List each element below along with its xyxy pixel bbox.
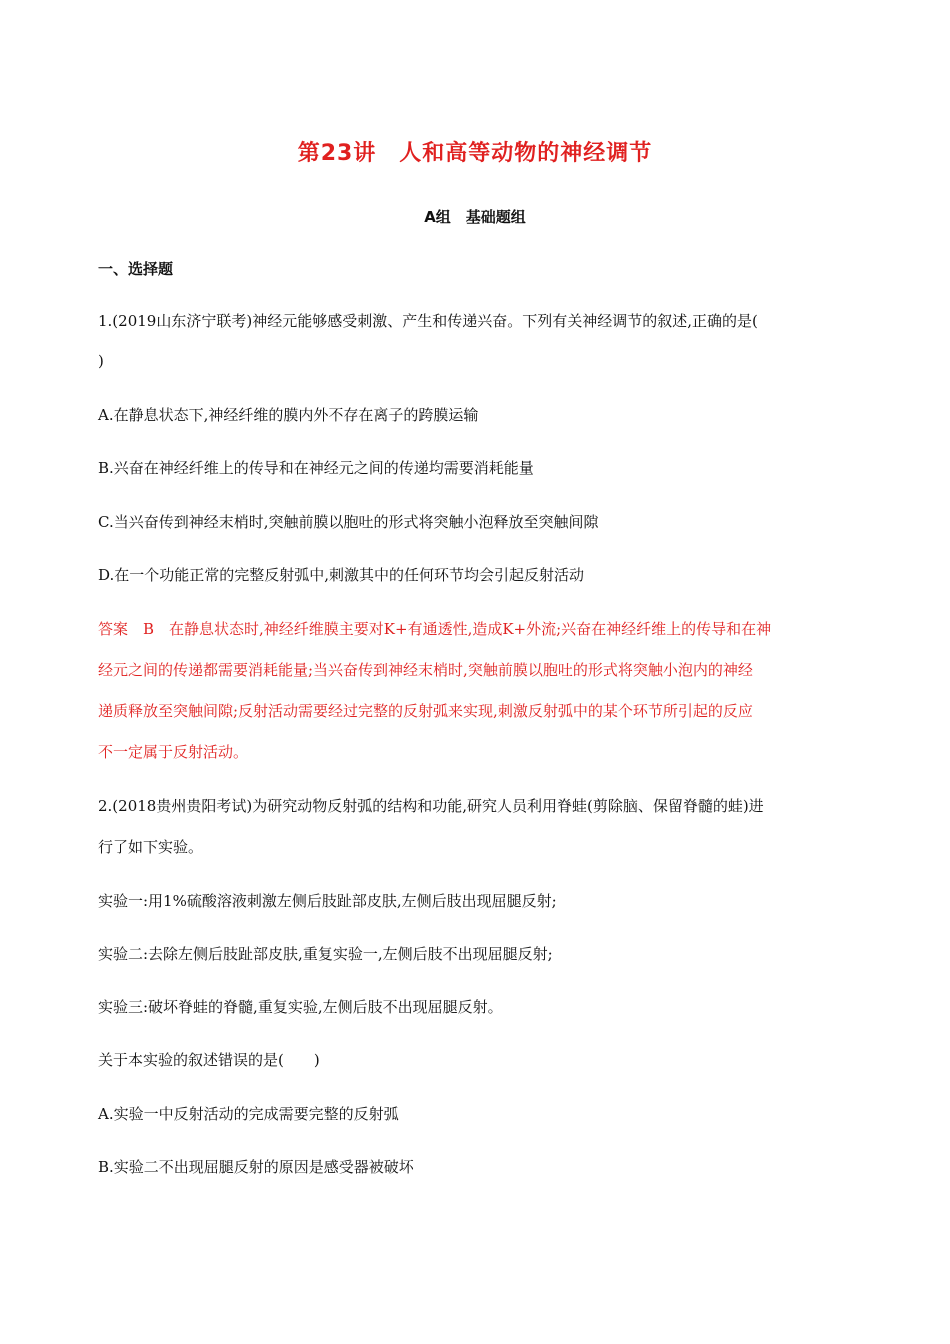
q1-answer-line-2: 经元之间的传递都需要消耗能量;当兴奋传到神经末梢时,突触前膜以胞吐的形式将突触小泡内的神经 — [98, 661, 753, 679]
q2-stem-line-1: 2.(2018贵州贵阳考试)为研究动物反射弧的结构和功能,研究人员利用脊蛙(剪除脑、保留脊髓的蛙)进 — [98, 797, 764, 815]
q1-option-a: A.在静息状态下,神经纤维的膜内外不存在离子的跨膜运输 — [98, 406, 479, 424]
q2-option-a: A.实验一中反射活动的完成需要完整的反射弧 — [98, 1105, 399, 1123]
q1-option-d: D.在一个功能正常的完整反射弧中,刺激其中的任何环节均会引起反射活动 — [98, 566, 585, 584]
q1-option-c: C.当兴奋传到神经末梢时,突触前膜以胞吐的形式将突触小泡释放至突触间隙 — [98, 513, 599, 531]
q2-option-b: B.实验二不出现屈腿反射的原因是感受器被破坏 — [98, 1158, 414, 1176]
section-heading: 一、选择题 — [98, 260, 174, 278]
q2-stem-line-2: 行了如下实验。 — [98, 838, 204, 856]
q1-stem-line-1: 1.(2019山东济宁联考)神经元能够感受刺激、产生和传递兴奋。下列有关神经调节的叙述,正确的是( — [98, 312, 758, 330]
q2-experiment-1: 实验一:用1%硫酸溶液刺激左侧后肢趾部皮肤,左侧后肢出现屈腿反射; — [98, 892, 557, 910]
q1-answer-line-1: 答案 B 在静息状态时,神经纤维膜主要对K+有通透性,造成K+外流;兴奋在神经纤维上的传导和在神 — [98, 620, 772, 638]
q2-question: 关于本实验的叙述错误的是( ) — [98, 1051, 320, 1069]
q1-answer-line-4: 不一定属于反射活动。 — [98, 743, 249, 761]
page-title: 第23讲 人和高等动物的神经调节 — [297, 141, 653, 166]
group-heading: A组 基础题组 — [424, 208, 526, 226]
q1-stem-line-2: ) — [98, 352, 104, 370]
q2-experiment-2: 实验二:去除左侧后肢趾部皮肤,重复实验一,左侧后肢不出现屈腿反射; — [98, 945, 553, 963]
q1-answer-line-3: 递质释放至突触间隙;反射活动需要经过完整的反射弧来实现,刺激反射弧中的某个环节所引起的反应 — [98, 702, 753, 720]
q1-option-b: B.兴奋在神经纤维上的传导和在神经元之间的传递均需要消耗能量 — [98, 459, 534, 477]
q2-experiment-3: 实验三:破坏脊蛙的脊髓,重复实验,左侧后肢不出现屈腿反射。 — [98, 998, 503, 1016]
